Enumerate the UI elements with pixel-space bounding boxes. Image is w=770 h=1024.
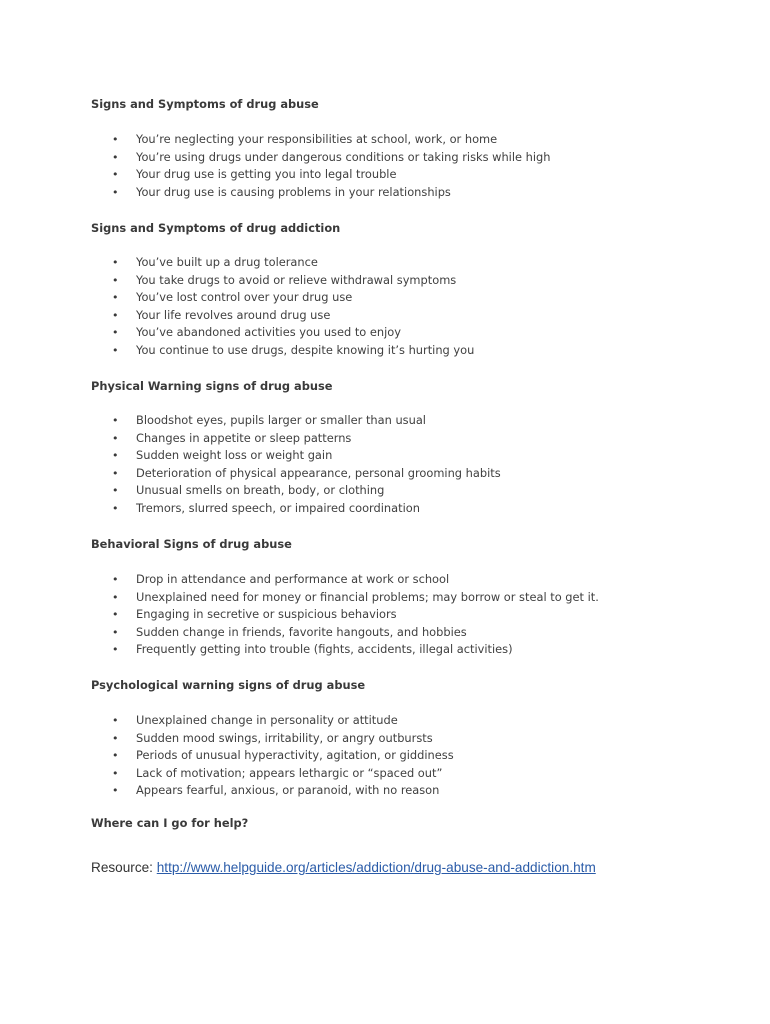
list-item-text: Sudden weight loss or weight gain (136, 448, 333, 462)
list-item (112, 166, 550, 184)
section-heading: Signs and Symptoms of drug abuse (91, 97, 319, 111)
list-item (112, 782, 454, 800)
bullet-icon: • (112, 731, 119, 745)
list-item-text: You’ve abandoned activities you used to enjoy (136, 325, 402, 339)
resource-label: Resource: (91, 860, 157, 875)
bullet-icon: • (112, 168, 119, 181)
bullet-icon: • (112, 431, 119, 445)
bullet-icon: • (112, 766, 119, 780)
list-item (112, 747, 454, 765)
bullet-icon: • (112, 484, 119, 497)
list-item (112, 254, 474, 272)
list-item (112, 712, 454, 730)
list-item-text: Deterioration of physical appearance, personal grooming habits (136, 465, 501, 480)
list-item-text: You’ve built up a drug tolerance (136, 255, 318, 269)
bullet-icon: • (112, 714, 119, 727)
bullet-icon: • (112, 573, 119, 586)
bullet-list (112, 571, 599, 659)
list-item (112, 624, 599, 642)
list-item-text: Periods of unusual hyperactivity, agitation, or giddiness (136, 748, 454, 762)
bullet-icon: • (112, 784, 119, 797)
bullet-icon: • (112, 291, 119, 304)
bullet-icon: • (112, 501, 119, 515)
list-item (112, 289, 474, 307)
bullet-icon: • (112, 643, 119, 656)
list-item-text: Your drug use is causing problems in your relationships (136, 184, 451, 199)
list-item-text: Tremors, slurred speech, or impaired coordination (136, 500, 420, 515)
bullet-icon: • (112, 150, 119, 164)
list-item-text: Bloodshot eyes, pupils larger or smaller than usual (136, 413, 426, 427)
list-item-text: You’re neglecting your responsibilities at school, work, or home (136, 132, 498, 146)
bullet-icon: • (112, 185, 119, 199)
bullet-icon: • (112, 273, 119, 287)
list-item-text: Appears fearful, anxious, or paranoid, with no reason (136, 783, 440, 797)
list-item (112, 482, 501, 500)
list-item (112, 412, 501, 430)
bullet-list (112, 131, 550, 201)
bullet-icon: • (112, 308, 119, 322)
bullet-icon: • (112, 449, 119, 462)
bullet-icon: • (112, 625, 119, 639)
list-item (112, 589, 599, 607)
list-item-text: Your life revolves around drug use (136, 307, 331, 322)
bullet-icon: • (112, 414, 119, 427)
list-item (112, 765, 454, 783)
list-item-text: Engaging in secretive or suspicious behaviors (136, 607, 397, 621)
list-item-text: Frequently getting into trouble (fights, accidents, illegal activities) (136, 642, 513, 656)
list-item-text: Sudden mood swings, irritability, or angry outbursts (136, 730, 433, 745)
section-heading: Physical Warning signs of drug abuse (91, 379, 333, 393)
list-item (112, 447, 501, 465)
list-item-text: Drop in attendance and performance at work or school (136, 572, 450, 586)
list-item (112, 149, 550, 167)
list-item-text: Unexplained need for money or financial problems; may borrow or steal to get it. (136, 589, 599, 604)
section-heading: Behavioral Signs of drug abuse (91, 537, 292, 551)
bullet-list (112, 712, 454, 800)
section-heading: Signs and Symptoms of drug addiction (91, 221, 341, 235)
list-item (112, 131, 550, 149)
list-item (112, 430, 501, 448)
bullet-icon: • (112, 256, 119, 269)
resource-line (91, 859, 596, 877)
section-heading: Psychological warning signs of drug abuse (91, 678, 366, 692)
list-item (112, 641, 599, 659)
bullet-icon: • (112, 326, 119, 339)
list-item-text: You’ve lost control over your drug use (136, 290, 353, 304)
list-item-text: Unexplained change in personality or attitude (136, 713, 398, 727)
help-heading: Where can I go for help? (91, 816, 249, 830)
list-item (112, 342, 474, 360)
bullet-icon: • (112, 466, 119, 480)
list-item-text: You’re using drugs under dangerous conditions or taking risks while high (136, 149, 551, 164)
bullet-icon: • (112, 133, 119, 146)
list-item-text: Sudden change in friends, favorite hangouts, and hobbies (136, 624, 467, 639)
list-item (112, 272, 474, 290)
list-item (112, 606, 599, 624)
list-item-text: Unusual smells on breath, body, or clothing (136, 483, 385, 497)
list-item (112, 184, 550, 202)
list-item-text: Changes in appetite or sleep patterns (136, 430, 352, 445)
list-item-text: You take drugs to avoid or relieve withdrawal symptoms (136, 272, 457, 287)
resource-link[interactable]: http://www.helpguide.org/articles/addiction/drug-abuse-and-addiction.htm (156, 860, 596, 875)
list-item-text: You continue to use drugs, despite knowing it’s hurting you (136, 342, 475, 357)
bullet-icon: • (112, 343, 119, 357)
list-item (112, 500, 501, 518)
bullet-icon: • (112, 749, 119, 762)
list-item-text: Lack of motivation; appears lethargic or “spaced out” (136, 765, 443, 780)
bullet-list (112, 412, 501, 517)
bullet-icon: • (112, 608, 119, 621)
list-item (112, 307, 474, 325)
list-item (112, 324, 474, 342)
list-item (112, 465, 501, 483)
list-item (112, 571, 599, 589)
bullet-icon: • (112, 590, 119, 604)
list-item-text: Your drug use is getting you into legal trouble (136, 167, 397, 181)
bullet-list (112, 254, 474, 359)
list-item (112, 730, 454, 748)
